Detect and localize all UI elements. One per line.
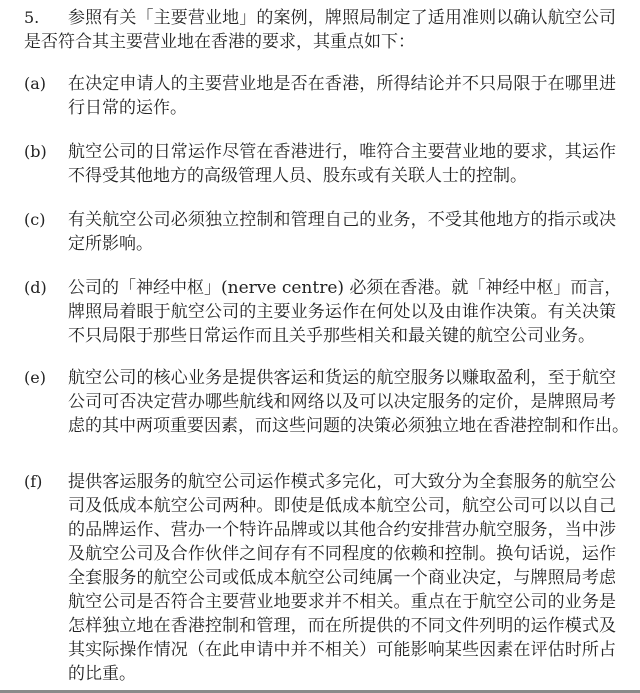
paragraph-line: 航空公司的日常运作尽管在香港进行，唯符合主要营业地的要求，其运作 xyxy=(68,142,616,162)
paragraph-line: 公司的「神经中枢」(nerve centre) 必须在香港。就「神经中枢」而言， xyxy=(68,278,622,298)
paragraph xyxy=(0,366,640,438)
paragraph-line: 全套服务的航空公司或低成本航空公司纯属一个商业决定，与牌照局考虑 xyxy=(68,568,616,588)
paragraph-line: 虑的其中两项重要因素，而这些问题的决策必须独立地在香港控制和作出。 xyxy=(68,416,629,436)
paragraph xyxy=(0,276,640,348)
paragraph-line: 不得受其他地方的高级管理人员、股东或有关联人士的控制。 xyxy=(68,166,527,186)
paragraph-line: 怎样独立地在香港控制和管理，而在所提供的不同文件列明的运作模式及 xyxy=(68,616,616,636)
paragraph-line: 提供客运服务的航空公司运作模式多完化，可大致分为全套服务的航空公 xyxy=(68,472,616,492)
paragraph xyxy=(0,208,640,256)
paragraph-line: 定所影响。 xyxy=(68,234,153,254)
paragraph-line: 的品牌运作、营办一个特许品牌或以其他合约安排营办航空服务，当中涉 xyxy=(68,520,616,540)
paragraph-line: 航空公司是否符合主要营业地要求并不相关。重点在于航空公司的业务是 xyxy=(68,592,616,612)
paragraph-line: 在决定申请人的主要营业地是否在香港，所得结论并不只局限于在哪里进 xyxy=(68,74,616,94)
paragraph-line: 及航空公司及合作伙伴之间存有不同程度的依赖和控制。换句话说，运作 xyxy=(68,544,616,564)
paragraph-line: 的比重。 xyxy=(68,664,136,684)
paragraph-number: (b) xyxy=(24,142,47,161)
paragraph-line: 其实际操作情况（在此申请中并不相关）可能影响某些因素在评估时所占 xyxy=(68,640,616,660)
paragraph-number: (e) xyxy=(24,368,46,387)
paragraph-number: (d) xyxy=(24,278,47,297)
paragraph-line: 牌照局着眼于航空公司的主要业务运作在何处以及由谁作决策。有关决策 xyxy=(68,302,616,322)
paragraph-number: 5. xyxy=(24,8,40,27)
paragraph xyxy=(0,140,640,188)
paragraph-number: (f) xyxy=(24,472,43,491)
paragraph-number: (c) xyxy=(24,210,46,229)
paragraph-line: 不只局限于那些日常运作而且关乎那些相关和最关键的航空公司业务。 xyxy=(68,326,595,346)
paragraph-line: 司及低成本航空公司两种。即使是低成本航空公司，航空公司可以以自己 xyxy=(68,496,616,516)
paragraph xyxy=(0,6,640,54)
paragraph-line: 有关航空公司必须独立控制和管理自己的业务，不受其他地方的指示或决 xyxy=(68,210,616,230)
paragraph xyxy=(0,470,640,686)
paragraph-number: (a) xyxy=(24,74,47,93)
paragraph-line: 航空公司的核心业务是提供客运和货运的航空服务以赚取盈利，至于航空 xyxy=(68,368,616,388)
paragraph xyxy=(0,72,640,120)
paragraph-line: 行日常的运作。 xyxy=(68,98,187,118)
paragraph-line: 是否符合其主要营业地在香港的要求，其重点如下： xyxy=(24,32,415,52)
paragraph-line: 公司可否决定营办哪些航线和网络以及可以决定服务的定价，是牌照局考 xyxy=(68,392,616,412)
paragraph-line: 参照有关「主要营业地」的案例，牌照局制定了适用准则以确认航空公司 xyxy=(68,8,616,28)
